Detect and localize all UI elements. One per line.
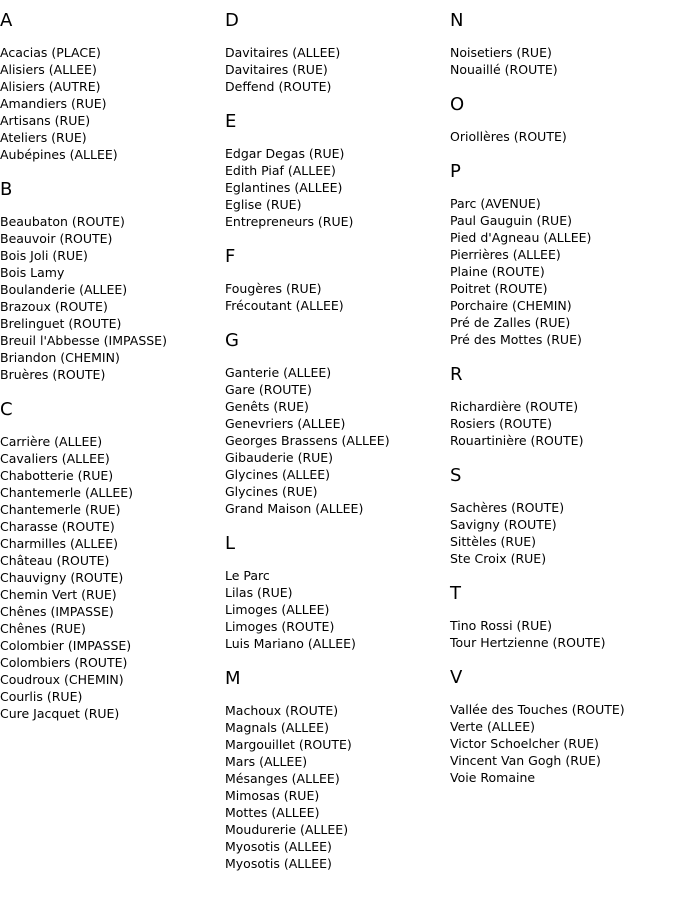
street-name: Colombiers (ROUTE) <box>0 655 128 670</box>
street-name: Chênes (IMPASSE) <box>0 604 114 619</box>
street-name: Bois Lamy <box>0 265 65 280</box>
street-name: Savigny (ROUTE) <box>450 517 557 532</box>
street-name: Boulanderie (ALLEE) <box>0 282 128 297</box>
street-name: Davitaires (ALLEE) <box>225 45 341 60</box>
street-name: Nouaillé (ROUTE) <box>450 62 558 77</box>
street-name: Porchaire (CHEMIN) <box>450 298 572 313</box>
letter-section <box>0 399 220 722</box>
street-name: Cure Jacquet (RUE) <box>0 706 120 721</box>
street-name: Ste Croix (RUE) <box>450 551 547 566</box>
street-name: Voie Romaine <box>450 770 536 785</box>
street-name: Château (ROUTE) <box>0 553 110 568</box>
street-name: Ganterie (ALLEE) <box>225 365 332 380</box>
street-name: Machoux (ROUTE) <box>225 703 339 718</box>
section-letter-heading: A <box>0 10 13 31</box>
street-name: Myosotis (ALLEE) <box>225 856 332 871</box>
street-name: Coudroux (CHEMIN) <box>0 672 124 687</box>
street-name: Noisetiers (RUE) <box>450 45 552 60</box>
street-name: Genêts (RUE) <box>225 399 309 414</box>
section-letter-heading: N <box>450 10 464 31</box>
street-name: Edith Piaf (ALLEE) <box>225 163 336 178</box>
street-name: Beaubaton (ROUTE) <box>0 214 125 229</box>
street-name: Breuil l'Abbesse (IMPASSE) <box>0 333 167 348</box>
street-name: Victor Schoelcher (RUE) <box>450 736 599 751</box>
street-name: Frécoutant (ALLEE) <box>225 298 344 313</box>
letter-section <box>225 10 445 95</box>
street-name: Gare (ROUTE) <box>225 382 312 397</box>
street-name: Alisiers (AUTRE) <box>0 79 101 94</box>
street-name: Mars (ALLEE) <box>225 754 308 769</box>
street-name: Glycines (ALLEE) <box>225 467 331 482</box>
street-name: Rouartinière (ROUTE) <box>450 433 584 448</box>
letter-section <box>225 111 445 230</box>
street-name: Myosotis (ALLEE) <box>225 839 332 854</box>
street-name: Georges Brassens (ALLEE) <box>225 433 390 448</box>
street-name: Bois Joli (RUE) <box>0 248 88 263</box>
street-name: Colombier (IMPASSE) <box>0 638 132 653</box>
letter-section <box>225 668 445 872</box>
street-name: Brelinguet (ROUTE) <box>0 316 122 331</box>
street-name: Cavaliers (ALLEE) <box>0 451 110 466</box>
letter-section <box>450 10 670 78</box>
street-name: Ateliers (RUE) <box>0 130 87 145</box>
street-name: Margouillet (ROUTE) <box>225 737 352 752</box>
street-name: Gibauderie (RUE) <box>225 450 334 465</box>
section-letter-heading: O <box>450 94 465 115</box>
section-letter-heading: L <box>225 533 236 554</box>
street-name: Charmilles (ALLEE) <box>0 536 119 551</box>
section-letter-heading: E <box>225 111 237 132</box>
street-name: Chauvigny (ROUTE) <box>0 570 124 585</box>
section-letter-heading: G <box>225 330 239 351</box>
street-name: Pré de Zalles (RUE) <box>450 315 571 330</box>
street-name: Grand Maison (ALLEE) <box>225 501 364 516</box>
street-name: Alisiers (ALLEE) <box>0 62 97 77</box>
street-name: Mottes (ALLEE) <box>225 805 320 820</box>
street-name: Verte (ALLEE) <box>450 719 536 734</box>
street-name: Eglise (RUE) <box>225 197 302 212</box>
street-name: Pré des Mottes (RUE) <box>450 332 582 347</box>
street-name: Bruères (ROUTE) <box>0 367 106 382</box>
street-name: Chênes (RUE) <box>0 621 86 636</box>
street-name: Richardière (ROUTE) <box>450 399 579 414</box>
section-letter-heading: V <box>450 667 463 688</box>
street-name: Chantemerle (RUE) <box>0 502 121 517</box>
street-index-column-1 <box>0 10 220 738</box>
letter-section <box>0 179 220 383</box>
street-name: Rosiers (ROUTE) <box>450 416 553 431</box>
street-name: Vincent Van Gogh (RUE) <box>450 753 601 768</box>
street-name: Courlis (RUE) <box>0 689 83 704</box>
section-letter-heading: P <box>450 161 461 182</box>
letter-section <box>450 364 670 449</box>
street-index-column-3 <box>450 10 670 802</box>
street-name: Acacias (PLACE) <box>0 45 101 60</box>
street-name: Magnals (ALLEE) <box>225 720 329 735</box>
street-name: Sachères (ROUTE) <box>450 500 565 515</box>
street-name: Artisans (RUE) <box>0 113 91 128</box>
street-name: Vallée des Touches (ROUTE) <box>450 702 625 717</box>
street-name: Charasse (ROUTE) <box>0 519 115 534</box>
street-name: Limoges (ROUTE) <box>225 619 335 634</box>
street-name: Plaine (ROUTE) <box>450 264 545 279</box>
street-name: Poitret (ROUTE) <box>450 281 548 296</box>
letter-section <box>450 667 670 786</box>
street-name: Glycines (RUE) <box>225 484 318 499</box>
section-letter-heading: D <box>225 10 239 31</box>
street-name: Beauvoir (ROUTE) <box>0 231 113 246</box>
street-name: Paul Gauguin (RUE) <box>450 213 572 228</box>
street-name: Le Parc <box>225 568 270 583</box>
street-name: Tour Hertzienne (ROUTE) <box>450 635 606 650</box>
street-name: Eglantines (ALLEE) <box>225 180 343 195</box>
section-letter-heading: C <box>0 399 13 420</box>
street-name: Aubépines (ALLEE) <box>0 147 118 162</box>
section-letter-heading: S <box>450 465 462 486</box>
letter-section <box>0 10 220 163</box>
street-name: Entrepreneurs (RUE) <box>225 214 354 229</box>
letter-section <box>450 94 670 145</box>
street-name: Chabotterie (RUE) <box>0 468 114 483</box>
section-letter-heading: T <box>450 583 461 604</box>
letter-section <box>225 533 445 652</box>
street-index-column-2 <box>225 10 445 888</box>
letter-section <box>225 246 445 314</box>
street-name: Sittèles (RUE) <box>450 534 537 549</box>
street-name: Mimosas (RUE) <box>225 788 320 803</box>
street-name: Deffend (ROUTE) <box>225 79 332 94</box>
street-name: Briandon (CHEMIN) <box>0 350 120 365</box>
street-name: Oriollères (ROUTE) <box>450 129 567 144</box>
street-name: Davitaires (RUE) <box>225 62 328 77</box>
street-name: Chantemerle (ALLEE) <box>0 485 133 500</box>
section-letter-heading: M <box>225 668 241 689</box>
street-name: Pied d'Agneau (ALLEE) <box>450 230 592 245</box>
section-letter-heading: R <box>450 364 463 385</box>
street-name: Genevriers (ALLEE) <box>225 416 346 431</box>
letter-section <box>450 161 670 348</box>
street-name: Pierrières (ALLEE) <box>450 247 561 262</box>
street-name: Carrière (ALLEE) <box>0 434 103 449</box>
street-name: Tino Rossi (RUE) <box>450 618 552 633</box>
street-name: Mésanges (ALLEE) <box>225 771 340 786</box>
street-name: Amandiers (RUE) <box>0 96 107 111</box>
section-letter-heading: F <box>225 246 236 267</box>
letter-section <box>450 583 670 651</box>
letter-section <box>450 465 670 567</box>
street-name: Limoges (ALLEE) <box>225 602 330 617</box>
street-name: Luis Mariano (ALLEE) <box>225 636 356 651</box>
street-name: Fougères (RUE) <box>225 281 322 296</box>
street-name: Moudurerie (ALLEE) <box>225 822 349 837</box>
street-name: Chemin Vert (RUE) <box>0 587 117 602</box>
street-name: Edgar Degas (RUE) <box>225 146 345 161</box>
street-name: Parc (AVENUE) <box>450 196 541 211</box>
street-name: Brazoux (ROUTE) <box>0 299 108 314</box>
section-letter-heading: B <box>0 179 13 200</box>
street-name: Lilas (RUE) <box>225 585 293 600</box>
letter-section <box>225 330 445 517</box>
